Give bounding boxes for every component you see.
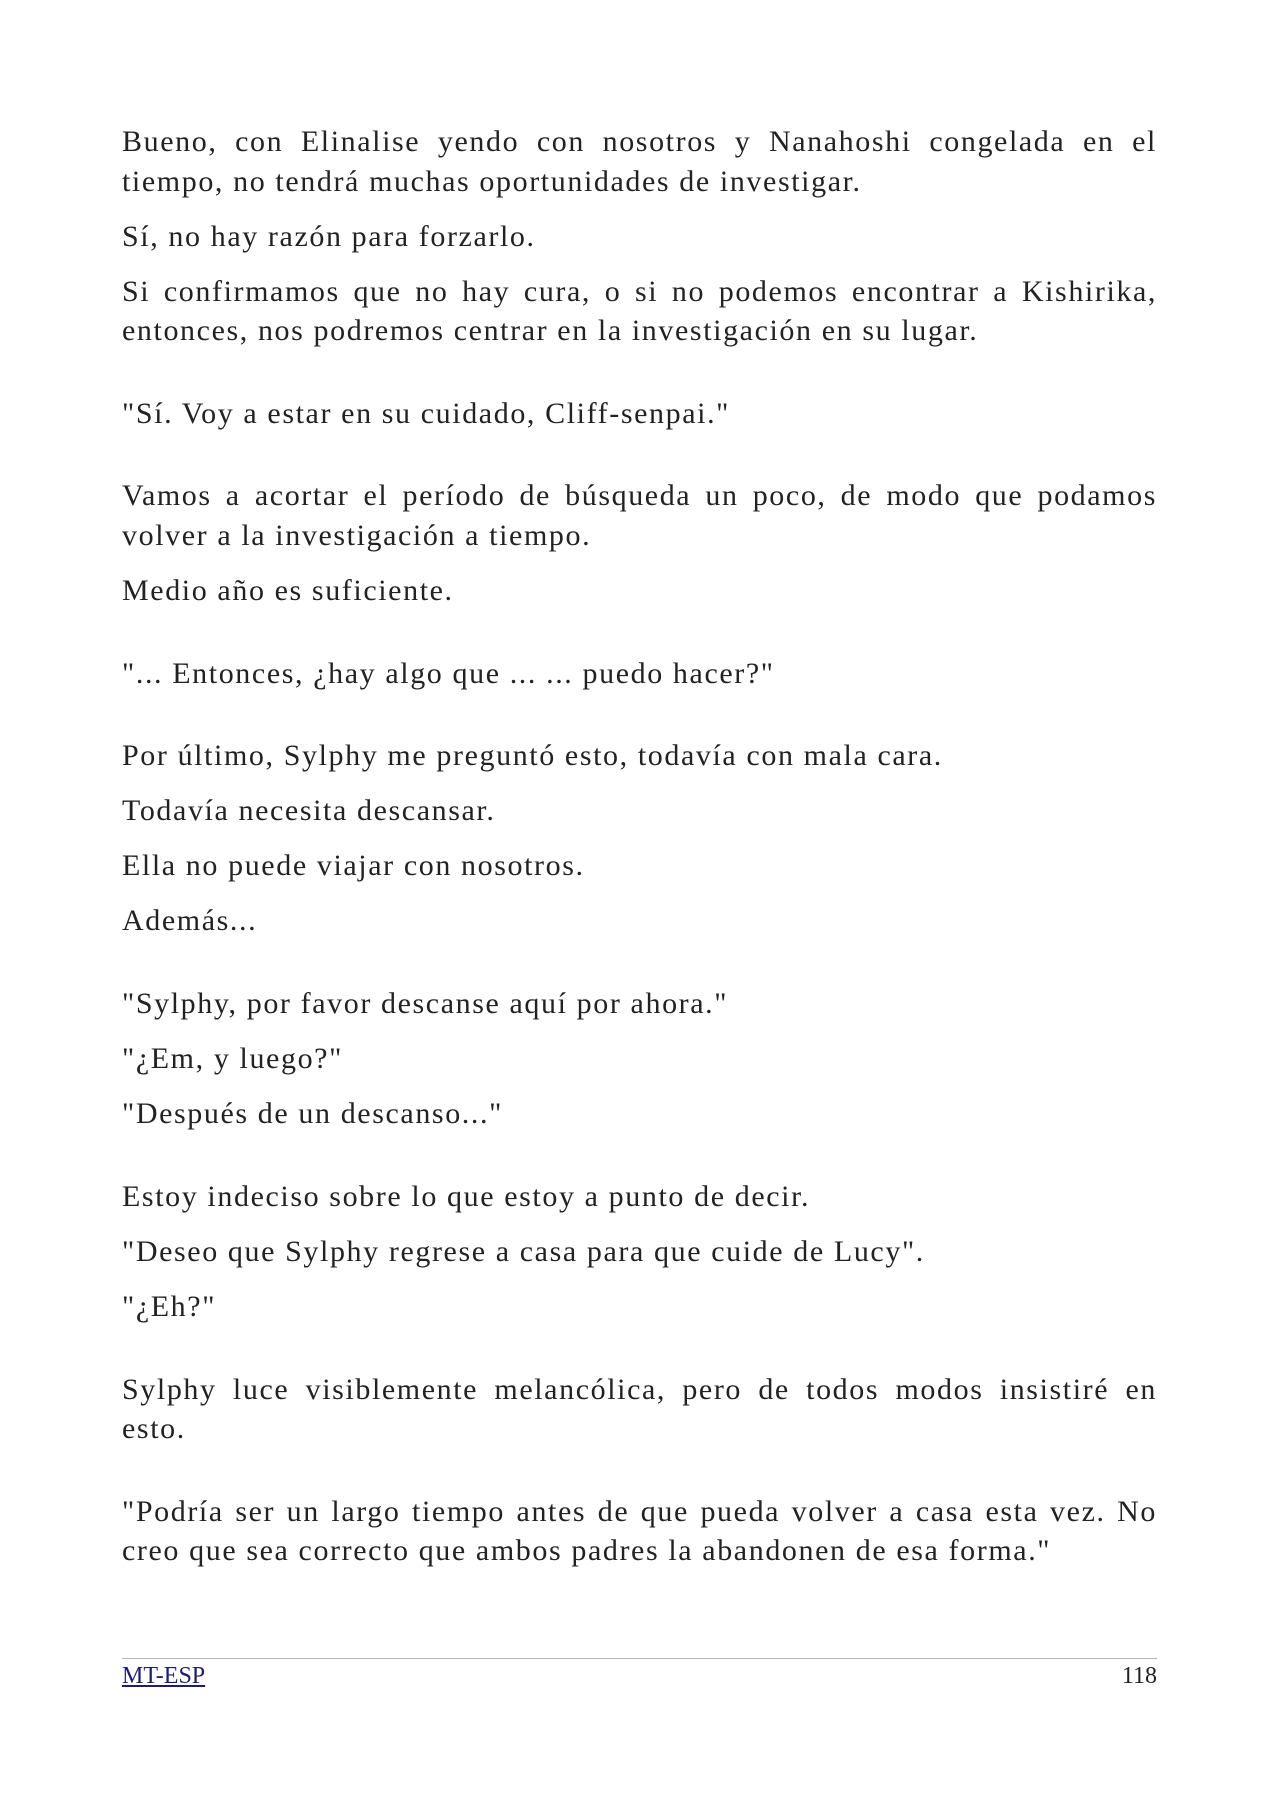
- paragraph: [122, 1342, 1157, 1449]
- paragraph: [122, 1149, 1157, 1216]
- text-line: volver a la investigación a tiempo.: [122, 518, 592, 552]
- dialogue-paragraph: [122, 626, 1157, 693]
- paragraph: [122, 272, 1157, 351]
- text-line: "¿Eh?": [122, 1290, 217, 1323]
- text-line: Sí, no hay razón para forzarlo.: [122, 219, 536, 253]
- text-line: Sylphy luce visiblemente melancólica, pero de todos modos insistiré en: [122, 1372, 1157, 1406]
- dialogue-paragraph: [122, 1039, 1157, 1079]
- text-line: "Después de un descanso...": [122, 1097, 503, 1131]
- text-line: "... Entonces, ¿hay algo que ... ... puedo hacer?": [122, 656, 775, 690]
- text-line: tiempo, no tendrá muchas oportunidades de investigar.: [122, 164, 862, 198]
- text-line: esto.: [122, 1412, 186, 1446]
- dialogue-paragraph: [122, 1464, 1157, 1571]
- text-line: "Sylphy, por favor descanse aquí por ahora.": [122, 987, 729, 1021]
- text-line: Ella no puede viajar con nosotros.: [122, 849, 585, 883]
- paragraph: [122, 571, 1157, 611]
- paragraph: [122, 122, 1157, 201]
- text-line: creo que sea correcto que ambos padres la abandonen de esa forma.": [122, 1534, 1052, 1568]
- dialogue-paragraph: [122, 1094, 1157, 1134]
- dialogue-paragraph: [122, 1287, 1157, 1327]
- text-line: Si confirmamos que no hay cura, o si no podemos encontrar a Kishirika,: [122, 274, 1157, 308]
- text-line: "Sí. Voy a estar en su cuidado, Cliff-senpai.": [122, 396, 731, 430]
- text-line: entonces, nos podremos centrar en la investigación en su lugar.: [122, 314, 979, 348]
- paragraph: [122, 217, 1157, 257]
- dialogue-paragraph: [122, 1232, 1157, 1272]
- body-text: [122, 122, 1157, 1586]
- text-line: Todavía necesita descansar.: [122, 794, 496, 828]
- text-line: Vamos a acortar el período de búsqueda un poco, de modo que podamos: [122, 479, 1157, 513]
- text-line: Por último, Sylphy me preguntó esto, todavía con mala cara.: [122, 739, 943, 773]
- paragraph: [122, 449, 1157, 556]
- dialogue-paragraph: [122, 957, 1157, 1024]
- footer-source-link[interactable]: MT-ESP: [122, 1663, 206, 1689]
- page-footer: [122, 1658, 1157, 1691]
- paragraph: [122, 846, 1157, 886]
- text-line: Estoy indeciso sobre lo que estoy a punto de decir.: [122, 1179, 811, 1213]
- dialogue-paragraph: [122, 366, 1157, 433]
- text-line: "¿Em, y luego?": [122, 1042, 343, 1076]
- text-line: Además...: [122, 904, 258, 938]
- text-line: "Deseo que Sylphy regrese a casa para que cuide de Lucy".: [122, 1234, 925, 1268]
- text-line: Bueno, con Elinalise yendo con nosotros y Nanahoshi congelada en el: [122, 125, 1157, 158]
- paragraph: [122, 901, 1157, 941]
- text-line: Medio año es suficiente.: [122, 573, 454, 607]
- paragraph: [122, 791, 1157, 831]
- text-line: "Podría ser un largo tiempo antes de que pueda volver a casa esta vez. No: [122, 1494, 1157, 1528]
- paragraph: [122, 709, 1157, 776]
- page-number: 118: [1121, 1663, 1157, 1689]
